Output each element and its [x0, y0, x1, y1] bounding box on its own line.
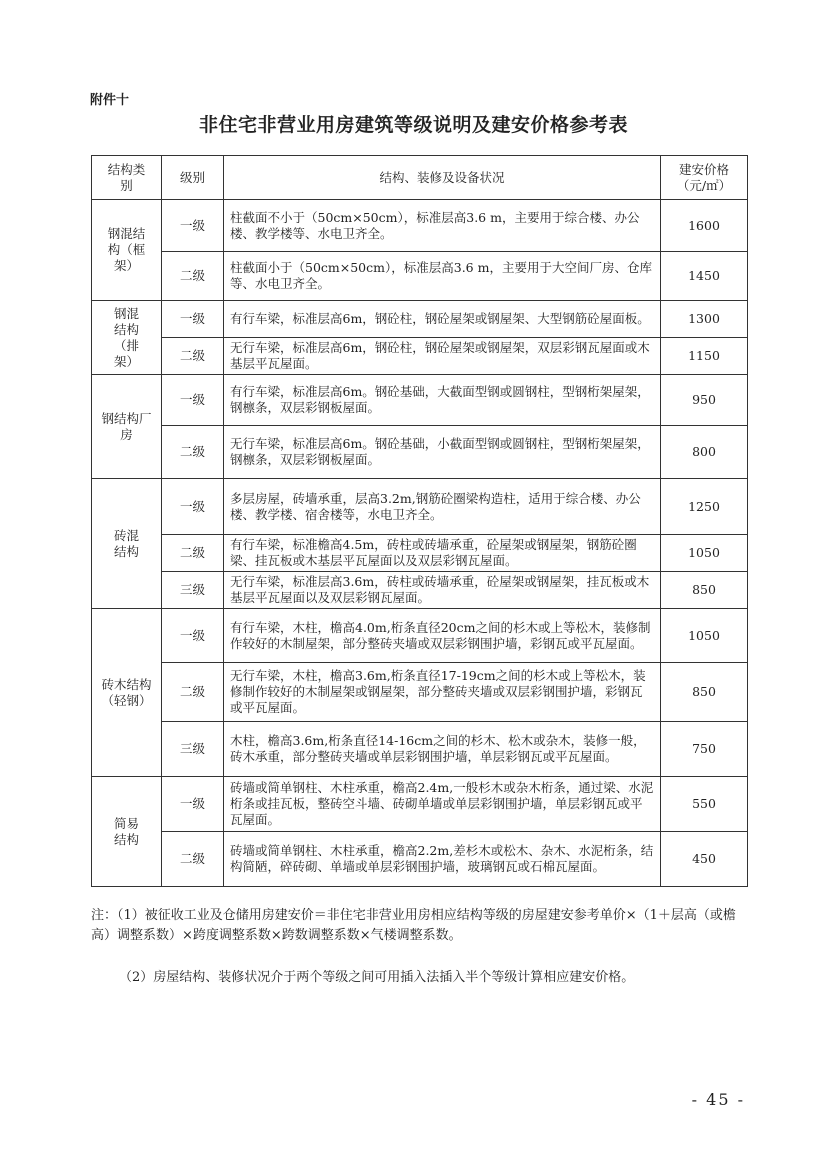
- level-cell: 三级: [162, 722, 224, 777]
- level-cell: 一级: [162, 200, 224, 252]
- level-cell: 三级: [162, 572, 224, 609]
- level-cell: 一级: [162, 375, 224, 426]
- description-cell: 柱截面不小于（50cm×50cm），标准层高3.6 m，主要用于综合楼、办公楼、教学楼等、水电卫齐全。: [224, 200, 661, 252]
- price-cell: 750: [661, 722, 748, 777]
- price-cell: 800: [661, 426, 748, 479]
- table-row: [92, 609, 748, 663]
- table-row: [92, 426, 748, 479]
- description-cell: 有行车梁，标准檐高4.5m，砖柱或砖墙承重，砼屋架或钢屋架，钢筋砼圈梁、挂瓦板或木基层平瓦屋面以及双层彩钢瓦屋面。: [224, 535, 661, 572]
- description-cell: 木柱，檐高3.6m,桁条直径14-16cm之间的杉木、松木或杂木，装修一般，砖木承重，部分整砖夹墙或单层彩钢围护墙，单层彩钢瓦或平瓦屋面。: [224, 722, 661, 777]
- page-title: 非住宅非营业用房建筑等级说明及建安价格参考表: [198, 114, 628, 136]
- category-cell: 砖木结构（轻钢）: [92, 609, 162, 777]
- level-cell: 二级: [162, 535, 224, 572]
- price-cell: 1050: [661, 535, 748, 572]
- header-level: 级别: [162, 156, 224, 200]
- note-2: （2）房屋结构、装修状况介于两个等级之间可用插入法插入半个等级计算相应建安价格。: [119, 970, 635, 985]
- table-row: [92, 663, 748, 722]
- level-cell: 二级: [162, 663, 224, 722]
- price-cell: 1250: [661, 479, 748, 535]
- table-row: [92, 832, 748, 887]
- description-cell: 无行车梁，标准层高3.6m，砖柱或砖墙承重，砼屋架或钢屋架，挂瓦板或木基层平瓦屋面以及双层彩钢瓦屋面。: [224, 572, 661, 609]
- header-price: 建安价格（元/㎡）: [661, 156, 748, 200]
- price-cell: 450: [661, 832, 748, 887]
- table-header-row: [92, 156, 748, 200]
- category-cell: 砖混结构: [92, 479, 162, 609]
- table-row: [92, 572, 748, 609]
- category-cell: 钢结构厂房: [92, 375, 162, 479]
- description-cell: 有行车梁，木柱，檐高4.0m,桁条直径20cm之间的杉木或上等松木，装修制作较好的木制屋架，部分整砖夹墙或双层彩钢围护墙，彩钢瓦或平瓦屋面。: [224, 609, 661, 663]
- price-reference-table: [91, 155, 748, 887]
- level-cell: 二级: [162, 426, 224, 479]
- description-cell: 砖墙或简单钢柱、木柱承重，檐高2.4m,一般杉木或杂木桁条，通过梁、水泥桁条或挂瓦板，整砖空斗墙、砖砌单墙或单层彩钢围护墙，单层彩钢瓦或平瓦屋面。: [224, 777, 661, 832]
- description-cell: 柱截面小于（50cm×50cm），标准层高3.6 m，主要用于大空间厂房、仓库等、水电卫齐全。: [224, 252, 661, 301]
- header-description: 结构、装修及设备状况: [224, 156, 661, 200]
- level-cell: 一级: [162, 479, 224, 535]
- level-cell: 一级: [162, 609, 224, 663]
- attachment-label: 附件十: [90, 93, 130, 108]
- table-row: [92, 722, 748, 777]
- table-row: [92, 535, 748, 572]
- table-row: [92, 338, 748, 375]
- table-row: [92, 200, 748, 252]
- description-cell: 砖墙或简单钢柱、木柱承重，檐高2.2m,差杉木或松木、杂木、水泥桁条，结构简陋，碎砖砌、单墙或单层彩钢围护墙，玻璃钢瓦或石棉瓦屋面。: [224, 832, 661, 887]
- price-cell: 950: [661, 375, 748, 426]
- price-cell: 550: [661, 777, 748, 832]
- level-cell: 一级: [162, 301, 224, 338]
- price-cell: 1300: [661, 301, 748, 338]
- level-cell: 二级: [162, 252, 224, 301]
- description-cell: 有行车梁，标准层高6m。钢砼基础，大截面型钢或圆钢柱，型钢桁架屋架，钢檩条，双层彩钢板屋面。: [224, 375, 661, 426]
- table-row: [92, 777, 748, 832]
- table-row: [92, 301, 748, 338]
- description-cell: 无行车梁，木柱，檐高3.6m,桁条直径17-19cm之间的杉木或上等松木，装修制作较好的木制屋架或钢屋架，部分整砖夹墙或双层彩钢围护墙，彩钢瓦或平瓦屋面。: [224, 663, 661, 722]
- category-cell: 钢混结构（框架）: [92, 200, 162, 301]
- table-row: [92, 252, 748, 301]
- price-cell: 1150: [661, 338, 748, 375]
- page-number: - 45 -: [691, 1090, 745, 1109]
- level-cell: 二级: [162, 338, 224, 375]
- description-cell: 无行车梁，标准层高6m。钢砼基础，小截面型钢或圆钢柱，型钢桁架屋架，钢檩条，双层彩钢板屋面。: [224, 426, 661, 479]
- description-cell: 有行车梁，标准层高6m，钢砼柱，钢砼屋架或钢屋架、大型钢筋砼屋面板。: [224, 301, 661, 338]
- level-cell: 一级: [162, 777, 224, 832]
- category-cell: 钢混结构（排架）: [92, 301, 162, 375]
- price-cell: 1600: [661, 200, 748, 252]
- price-cell: 1450: [661, 252, 748, 301]
- table-row: [92, 375, 748, 426]
- header-category: 结构类别: [92, 156, 162, 200]
- price-cell: 1050: [661, 609, 748, 663]
- note-1: 注：（1）被征收工业及仓储用房建安价＝非住宅非营业用房相应结构等级的房屋建安参考单价×（1＋层高（或檐高）调整系数）×跨度调整系数×跨数调整系数×气楼调整系数。: [91, 908, 736, 943]
- price-cell: 850: [661, 572, 748, 609]
- description-cell: 多层房屋，砖墙承重，层高3.2m,钢筋砼圈梁构造柱，适用于综合楼、办公楼、教学楼、宿舍楼等，水电卫齐全。: [224, 479, 661, 535]
- price-cell: 850: [661, 663, 748, 722]
- category-cell: 简易结构: [92, 777, 162, 887]
- table-row: [92, 479, 748, 535]
- description-cell: 无行车梁，标准层高6m，钢砼柱，钢砼屋架或钢屋架，双层彩钢瓦屋面或木基层平瓦屋面。: [224, 338, 661, 375]
- level-cell: 二级: [162, 832, 224, 887]
